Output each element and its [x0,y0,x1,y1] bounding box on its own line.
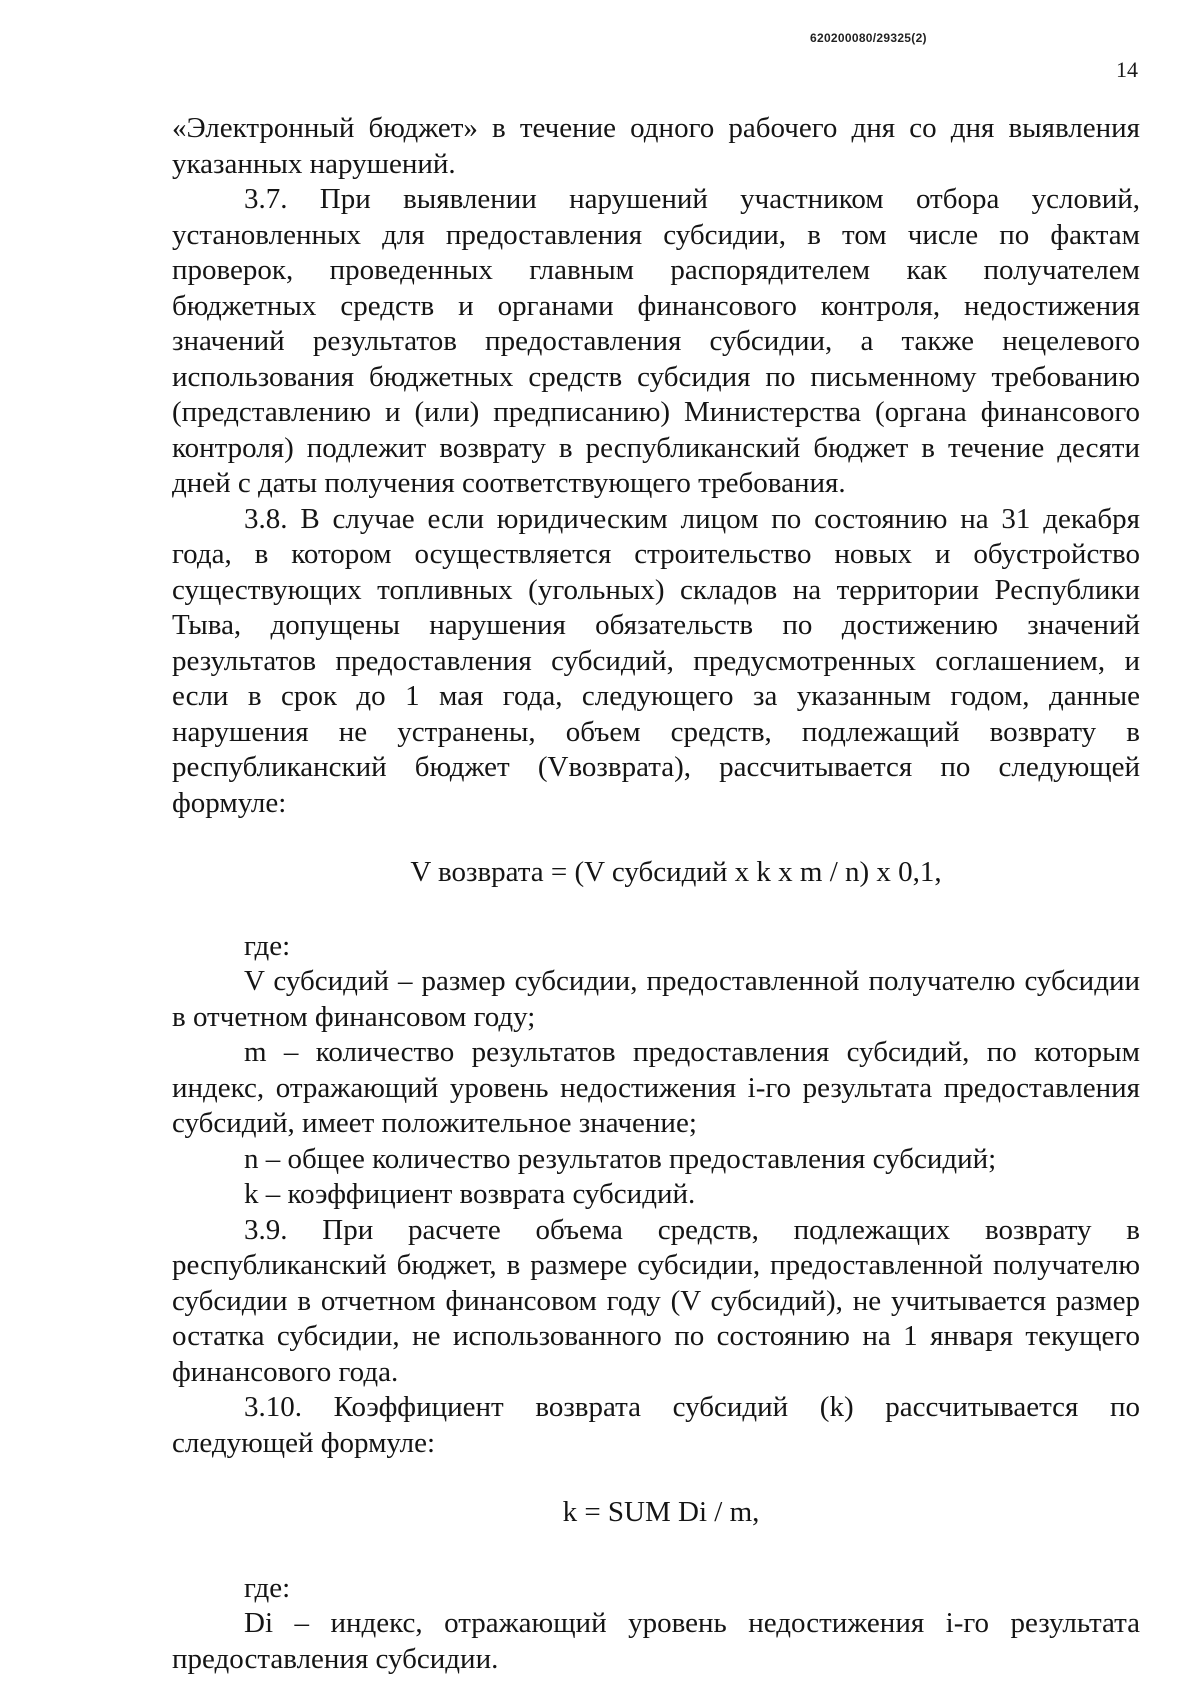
document-body [172,111,1140,1677]
paragraph-3-9: 3.9. При расчете объема средств, подлежащих возврату в республиканский бюджет, в размере субсидии, предоставленной получателю субсидии в отчетном финансовом году (V субсидий), не учитывается размер остатка субсидии, не использованного по состоянию на 1 января текущего финансового года. [172,1213,1140,1388]
paragraph-3-7: 3.7. При выявлении нарушений участником отбора условий, установленных для предоставления субсидии, в том числе по фактам проверок, проведенных главным распорядителем как получателем бюджетных средств и органами финансового контроля, недостижения значений результатов предоставления субсидии, а также нецелевого использования бюджетных средств субсидия по письменному требованию (представлению и (или) предписанию) Министерства (органа финансового контроля) подлежит возврату в республиканский бюджет в течение десяти дней с даты получения соответствующего требования. [172,183,1140,499]
page-number: 14 [1116,57,1138,82]
paragraph-3-10: 3.10. Коэффициент возврата субсидий (k) рассчитывается по следующей формуле: [172,1391,1140,1459]
definition-n: n – общее количество результатов предоставления субсидий; [244,1142,997,1175]
formula-k: k = SUM Di / m, [562,1496,760,1528]
definition-v-subsidy: V субсидий – размер субсидии, предоставленной получателю субсидии в отчетном финансовом году; [172,965,1140,1033]
paragraph-3-8: 3.8. В случае если юридическим лицом по состоянию на 31 декабря года, в котором осуществляется строительство новых и обустройство существующих топливных (угольных) складов на территории Республики Тыва, допущены нарушения обязательств по достижению значений результатов предоставления субсидий, предусмотренных соглашением, и если в срок до 1 мая года, следующего за указанным годом, данные нарушения не устранены, объем средств, подлежащий возврату в республиканский бюджет (Vвозврата), рассчитывается по следующей формуле: [172,502,1140,819]
where-label: где: [244,929,291,962]
definition-m: m – количество результатов предоставления субсидий, по которым индекс, отражающий уровень недостижения i-го результата предоставления субсидий, имеет положительное значение; [172,1036,1140,1139]
document-id: 620200080/29325(2) [810,31,927,45]
where-label-2: где: [244,1571,291,1604]
formula-v-return: V возврата = (V субсидий x k x m / n) x 0,1, [410,856,942,888]
definition-k: k – коэффициент возврата субсидий. [244,1178,696,1210]
paragraph-continuation: «Электронный бюджет» в течение одного рабочего дня со дня выявления указанных нарушений. [172,112,1140,180]
definition-di: Di – индекс, отражающий уровень недостижения i-го результата предоставления субсидии. [172,1607,1140,1675]
